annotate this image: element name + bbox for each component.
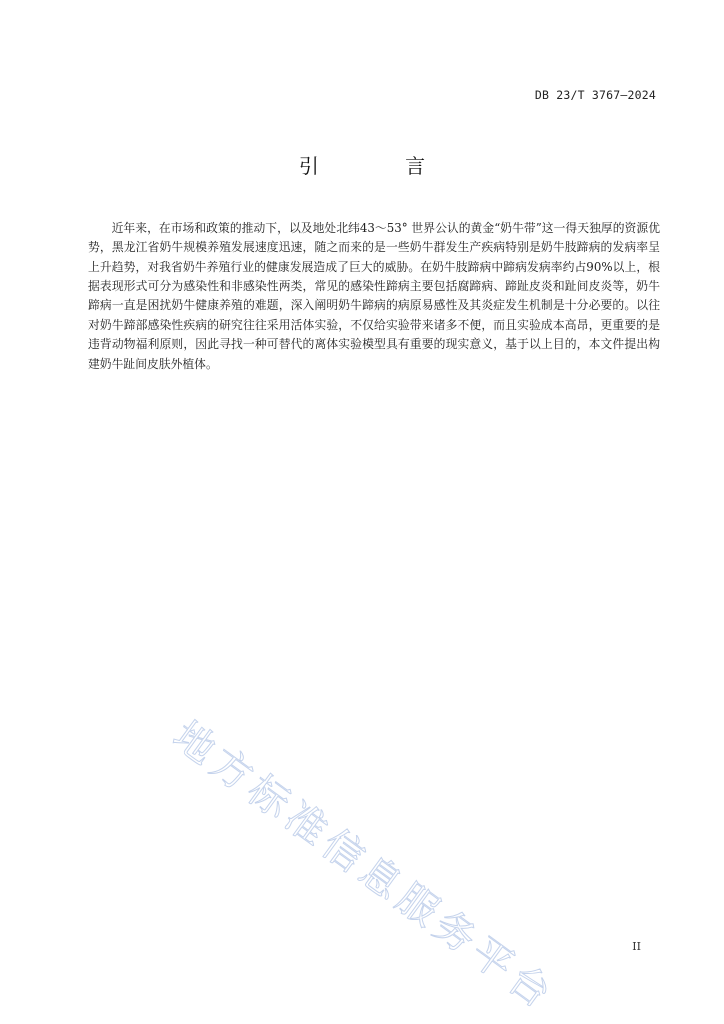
section-title: 引 言: [298, 154, 466, 178]
watermark: 地方标准信息服务平台: [164, 712, 564, 1021]
introduction-paragraph: 近年来，在市场和政策的推动下，以及地处北纬43～53° 世界公认的黄金“奶牛带”这一得天独厚的资源优势，黑龙江省奶牛规模养殖发展速度迅速，随之而来的是一些奶牛群发生产疾病特别是奶牛肢蹄病的发病率呈上升趋势，对我省奶牛养殖行业的健康发展造成了巨大的威胁。在奶牛肢蹄病中蹄病发病率约占90%以上，根据表现形式可分为感染性和非感染性两类，常见的感染性蹄病主要包括腐蹄病、蹄趾皮炎和趾间皮炎等，奶牛蹄病一直是困扰奶牛健康养殖的难题，深入阐明奶牛蹄病的病原易感性及其炎症发生机制是十分必要的。以往对奶牛蹄部感染性疾病的研究往往采用活体实验，不仅给实验带来诸多不便，而且实验成本高昂，更重要的是违背动物福利原则，因此寻找一种可替代的离体实验模型具有重要的现实意义，基于以上目的，本文件提出构建奶牛趾间皮肤外植体。: [88, 220, 660, 371]
document-code: DB 23/T 3767—2024: [534, 88, 656, 102]
page-number: II: [632, 940, 641, 953]
